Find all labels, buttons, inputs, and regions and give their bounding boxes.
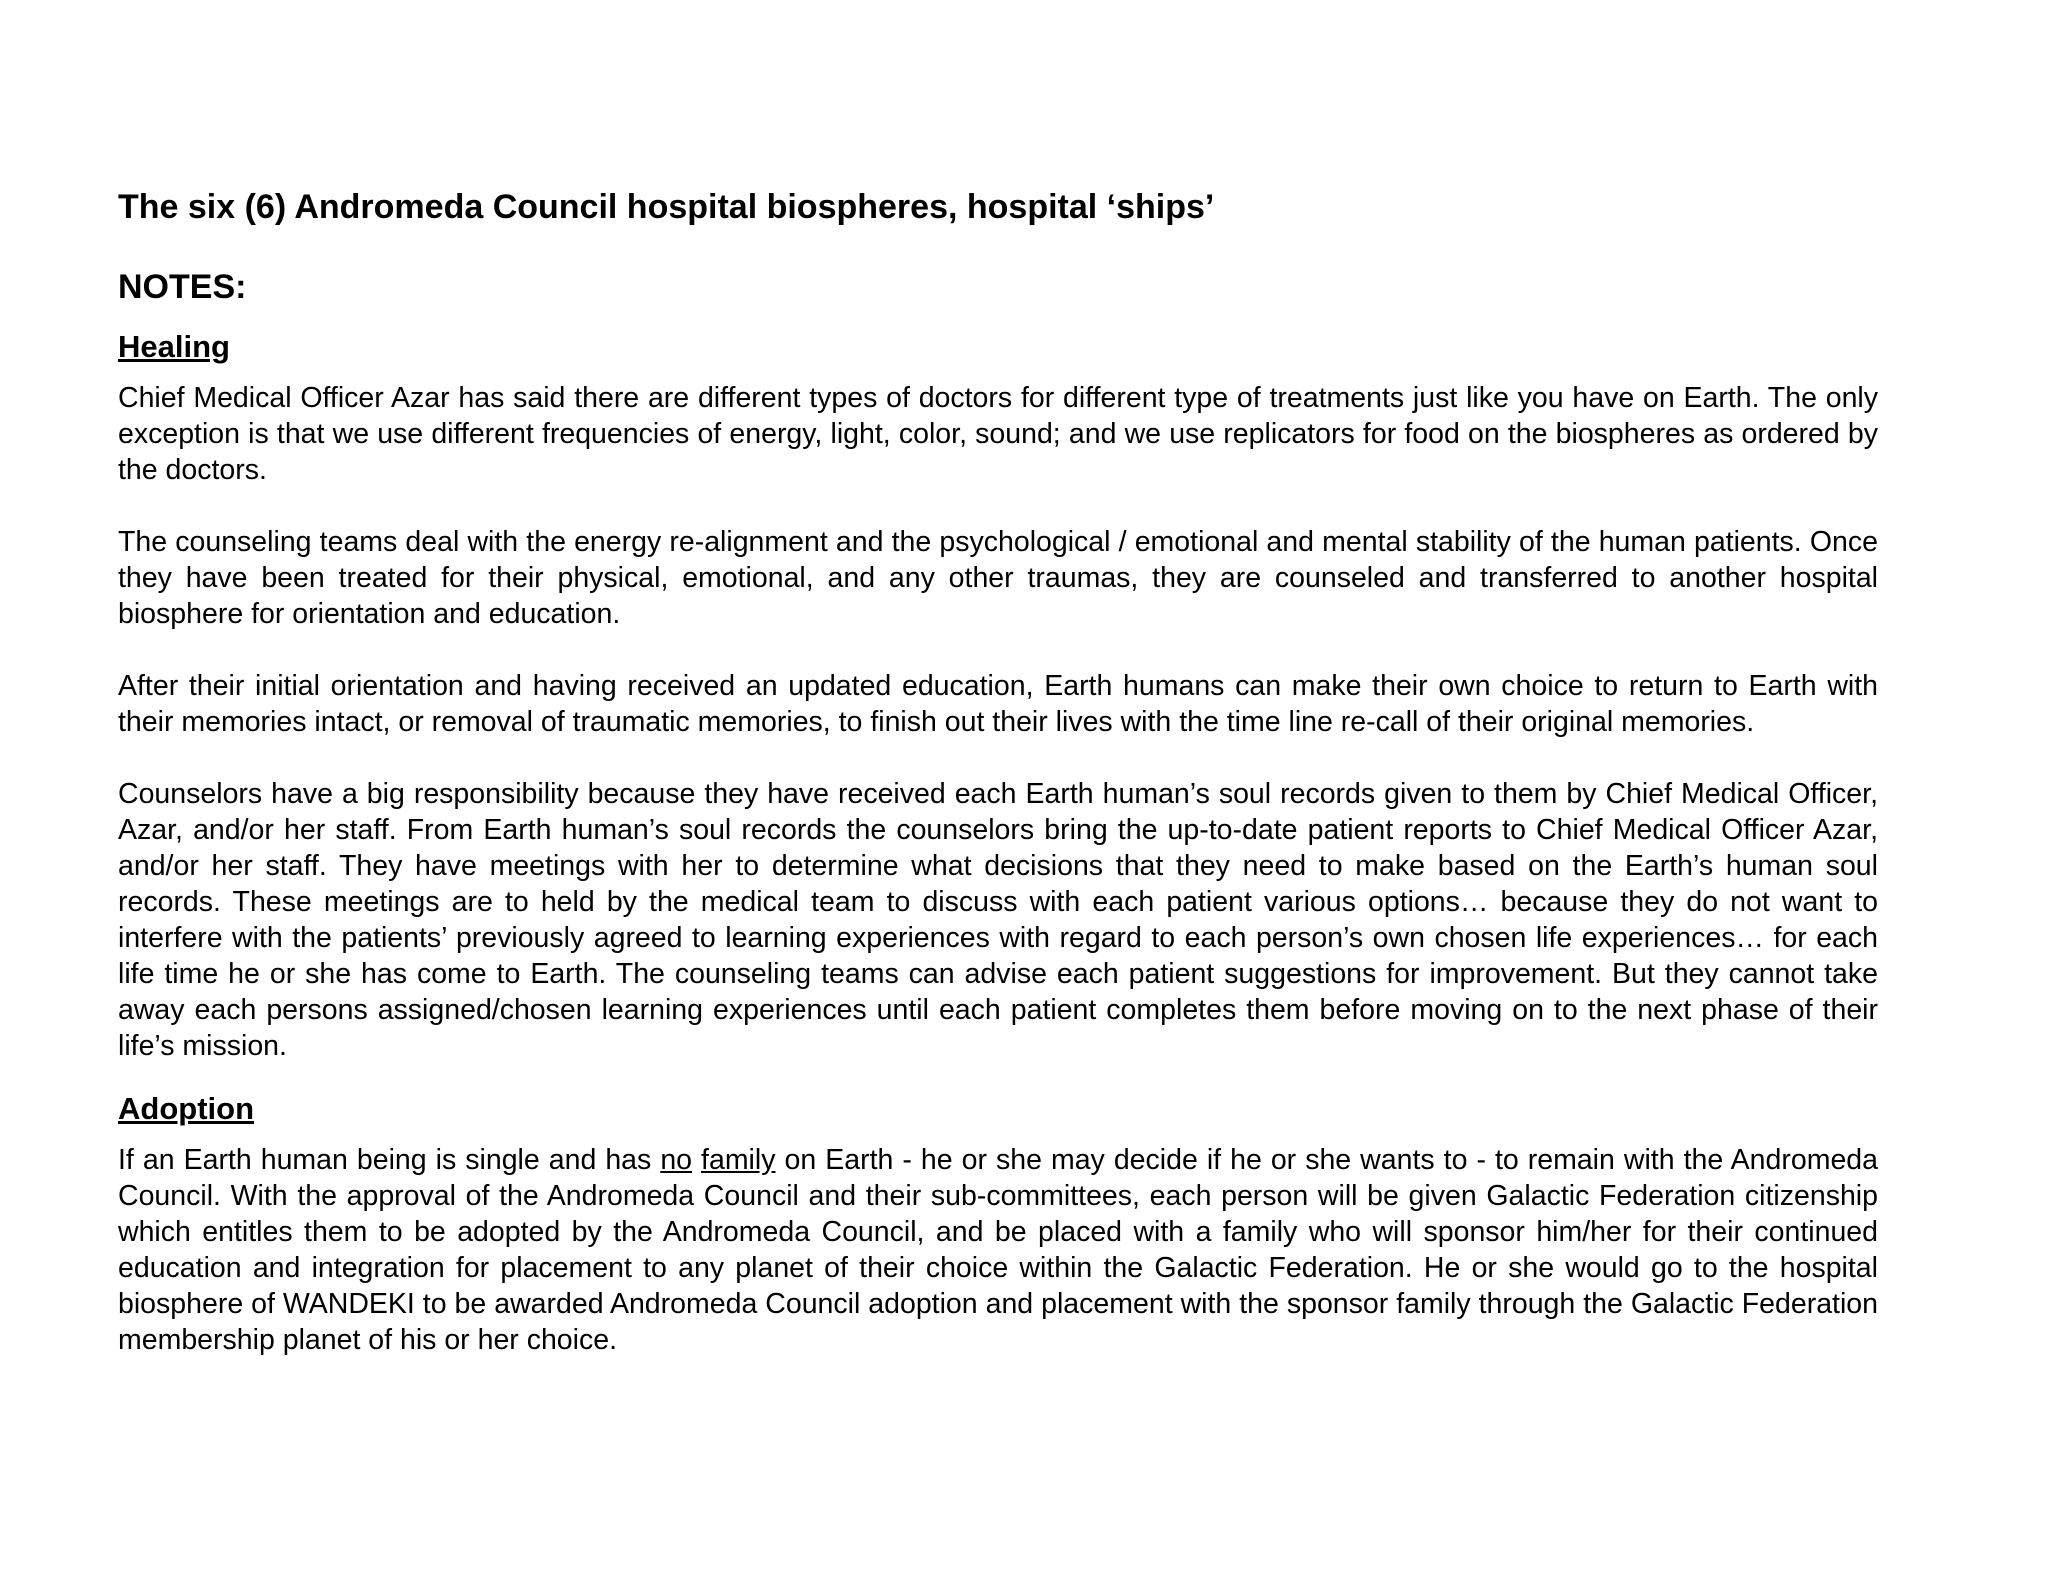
healing-paragraph-1: Chief Medical Officer Azar has said there are different types of doctors for different type of treatments just like you have on Earth. The only exception is that we use different frequencies of energy, light, color, sound; and we use replicators for food on the biospheres as ordered by the doctors. bbox=[118, 382, 1878, 486]
adoption-text-space bbox=[692, 1144, 701, 1176]
adoption-section bbox=[118, 1086, 1878, 1358]
adoption-text-after: on Earth - he or she may decide if he or she wants to - to remain with the Andromeda Council. With the approval of the Andromeda Council and their sub-committees, each person will be given Galactic Federation citizenship which entitles them to be adopted by the Andromeda Council, and be placed with a family who will sponsor him/her for their continued education and integration for placement to any planet of their choice within the Galactic Federation. He or she would go to the hospital biosphere of WANDEKI to be awarded Andromeda Council adoption and placement with the sponsor family through the Galactic Federation membership planet of his or her choice. bbox=[118, 1144, 1879, 1356]
healing-paragraph-4: Counselors have a big responsibility because they have received each Earth human’s soul records given to them by Chief Medical Officer, Azar, and/or her staff. From Earth human’s soul records the counselors bring the up-to-date patient reports to Chief Medical Officer Azar, and/or her staff. They have meetings with her to determine what decisions that they need to make based on the Earth’s human soul records. These meetings are to held by the medical team to discuss with each patient various options… because they do not want to interfere with the patients’ previously agreed to learning experiences with regard to each person’s own chosen life experiences… for each life time he or she has come to Earth. The counseling teams can advise each patient suggestions for improvement. But they cannot take away each persons assigned/chosen learning experiences until each patient completes them before moving on to the next phase of their life’s mission. bbox=[118, 778, 1878, 1062]
underlined-no: no bbox=[660, 1144, 693, 1176]
underlined-family: family bbox=[701, 1144, 776, 1176]
document-title: The six (6) Andromeda Council hospital biospheres, hospital ‘ships’ bbox=[118, 188, 1215, 226]
adoption-text-before: If an Earth human being is single and has bbox=[118, 1144, 661, 1176]
healing-paragraph-3: After their initial orientation and having received an updated education, Earth humans can make their own choice to return to Earth with their memories intact, or removal of traumatic memories, to finish out their lives with the time line re-call of their original memories. bbox=[118, 670, 1878, 738]
notes-heading: NOTES: bbox=[118, 268, 247, 306]
adoption-heading: Adoption bbox=[118, 1091, 255, 1126]
healing-heading: Healing bbox=[118, 329, 230, 364]
adoption-paragraph bbox=[118, 1142, 1878, 1358]
healing-paragraph-2: The counseling teams deal with the energy re-alignment and the psychological / emotional and mental stability of the human patients. Once they have been treated for their physical, emotional, and any other traumas, they are counseled and transferred to another hospital biosphere for orientation and education. bbox=[118, 526, 1878, 630]
healing-section bbox=[118, 324, 1878, 1064]
document-page bbox=[118, 182, 1878, 1358]
